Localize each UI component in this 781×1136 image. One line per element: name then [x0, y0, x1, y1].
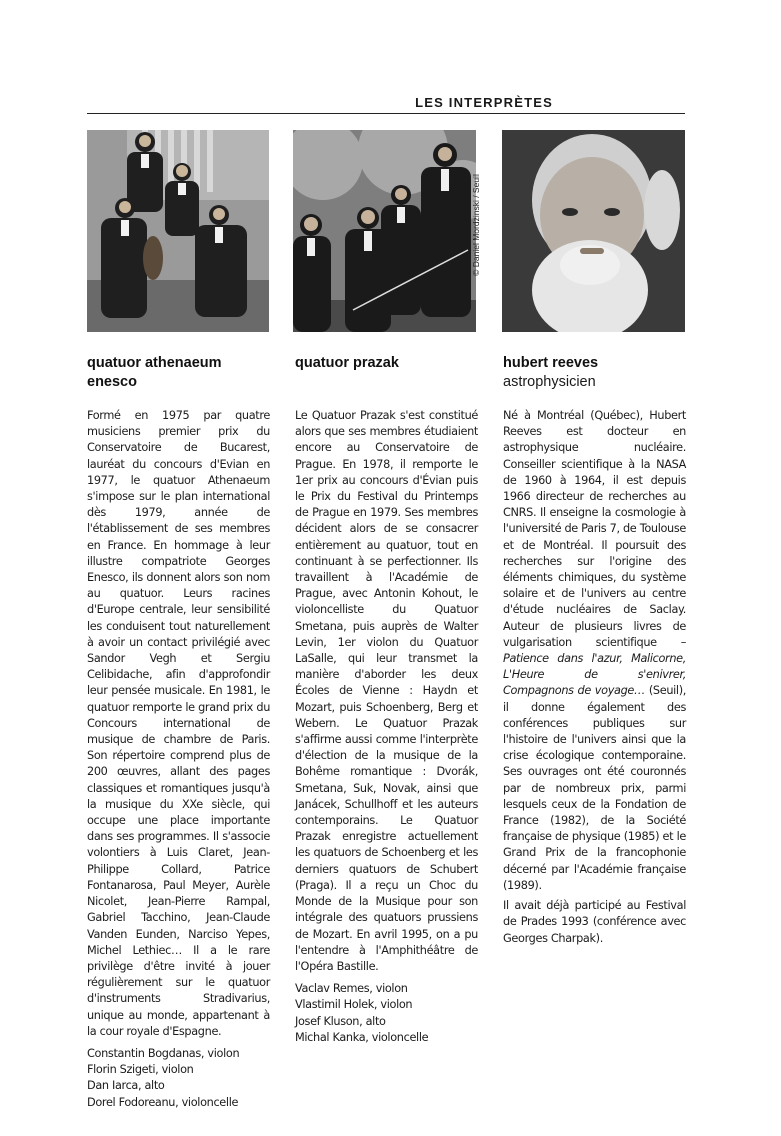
column-hubert-reeves [503, 354, 686, 947]
roster-item: Constantin Bogdanas, violon [87, 1046, 240, 1060]
roster-item: Michal Kanka, violoncelle [295, 1030, 429, 1044]
column-title: hubert reeves [503, 355, 599, 371]
roster-item: Vlastimil Holek, violon [295, 998, 413, 1012]
biography-text [87, 408, 270, 1040]
biography-paragraph: Formé en 1975 par quatre musiciens premier prix du Conservatoire de Bucarest, lauréat du concours d'Evian en 1977, le quatuor Athenaeum s'impose sur le plan international dès 1979, année de l'établissement de ses membres en France. En hommage à leur illustre compatriote Georges Enesco, ils donnent alors son nom au quatuor. Leurs racines d'Europe centrale, leur sensibilité les conduisent tout naturellement à avoir un contact privilégié avec Sandor Vegh et Sergiu Celibidache, afin d'approfondir leur pensée musicale. En 1981, le quatuor remporte le grand prix du Concours international de musique de chambre de Paris. Son répertoire comprend plus de 200 œuvres, allant des pages classiques et romantiques jusqu'à la musique du XXe siècle, qui occupe une place importante dans ses programmes. Il s'associe volontiers à Luis Claret, Jean-Philippe Collard, Patrice Fontanarosa, Paul Meyer, Aurèle Nicolet, Jean-Pierre Rampal, Gabriel Tacchino, Jean-Claude Vanden Eunden, Narciso Yepes, Michel Lethiec… Il a le rare privilège d'être invité à jouer régulièrement sur le quatuor d'instruments Stradivarius, unique au monde, appartenant à la cour royale d'Espagne. [87, 409, 270, 1038]
photo-quatuor-athenaeum-enesco [87, 130, 269, 332]
roster-item: Josef Kluson, alto [295, 1014, 386, 1028]
biography-paragraph: Il avait déjà participé au Festival de Prades 1993 (conférence avec Georges Charpak). [503, 899, 686, 945]
column-title: quatuor prazak [295, 355, 399, 371]
column-athenaeum-enesco [87, 354, 270, 1111]
biography-text-part: (Seuil), il donne également des conférences publiques sur l'histoire de l'univers ainsi que la crise écologique contemporaine. Ses ouvrages ont été couronnés par de nombreux prix, parmi lesquels ceux de la Fondation de France (1982), de la Société française de physique (1985) et le Grand Prix de la francophonie décerné par l'Académie française (1989). [503, 684, 686, 892]
column-prazak [295, 354, 478, 1046]
column-subtitle: astrophysicien [503, 374, 596, 390]
photo-hubert-reeves [502, 130, 685, 332]
biography-paragraph [503, 408, 686, 894]
page-header [87, 93, 685, 114]
biography-text-part: Né à Montréal (Québec), Hubert Reeves est docteur en astrophysique nucléaire. Conseiller scientifique à la NASA de 1960 à 1964, il est depuis 1966 directeur de recherches au CNRS. Il enseigne la cosmologie à l'université de Paris 7, de Toulouse et de Montréal. Il poursuit des recherches sur l'origine des éléments chimiques, du système solaire et de l'univers au centre d'étude nucléaires de Saclay. Auteur de plusieurs livres de vulgarisation scientifique – [503, 409, 686, 649]
member-roster [87, 1046, 270, 1111]
book-titles: Patience dans l'azur, Malicorne, L'Heure de s'enivrer, Compagnons de voyage… [503, 652, 686, 698]
biography-note [503, 898, 686, 947]
biography-paragraph: Le Quatuor Prazak s'est constitué alors que ses membres étudiaient encore au Conservatoire de Prague. En 1978, il remporte le 1er prix au concours d'Évian puis le Prix du Festival du Printemps de Prague en 1979. Ses membres décident alors de se consacrer entièrement au quatuor, tout en continuant à se perfectionner. Ils travaillent à l'Académie de Prague, avec Antonin Kohout, le violoncelliste du Quatuor Smetana, puis auprès de Walter Levin, 1er violon du Quatuor LaSalle, qui leur transmet la manière d'aborder les deux Écoles de Vienne : Haydn et Mozart, puis Schoenberg, Berg et Webern. Le Quatuor Prazak s'affirme aussi comme l'interprète d'élection de la musique de la Bohême romantique : Dvorák, Smetana, Suk, Novak, ainsi que Janácek, Schullhoff et les auteurs contemporains. Le Quatuor Prazak enregistre actuellement les quatuors de Schoenberg et les derniers quatuors de Schubert (Praga). Il a reçu un Choc du Monde de la Musique pour son intégrale des quatuors prussiens de Mozart. En avril 1995, on a pu l'entendre à l'Amphithéâtre de l'Opéra Bastille. [295, 409, 478, 973]
biography-text [503, 408, 686, 894]
roster-item: Dan Iarca, alto [87, 1079, 165, 1093]
biography-text [295, 408, 478, 975]
roster-item: Vaclav Remes, violon [295, 982, 408, 996]
section-title: LES INTERPRÈTES [415, 95, 553, 110]
photo-quatuor-prazak [293, 130, 476, 332]
photo-credit: © Daniel Mordzinski / Seuil [471, 174, 481, 276]
member-roster [295, 981, 478, 1046]
roster-item: Florin Szigeti, violon [87, 1063, 194, 1077]
column-title: quatuor athenaeum enesco [87, 355, 222, 390]
roster-item: Dorel Fodoreanu, violoncelle [87, 1095, 239, 1109]
